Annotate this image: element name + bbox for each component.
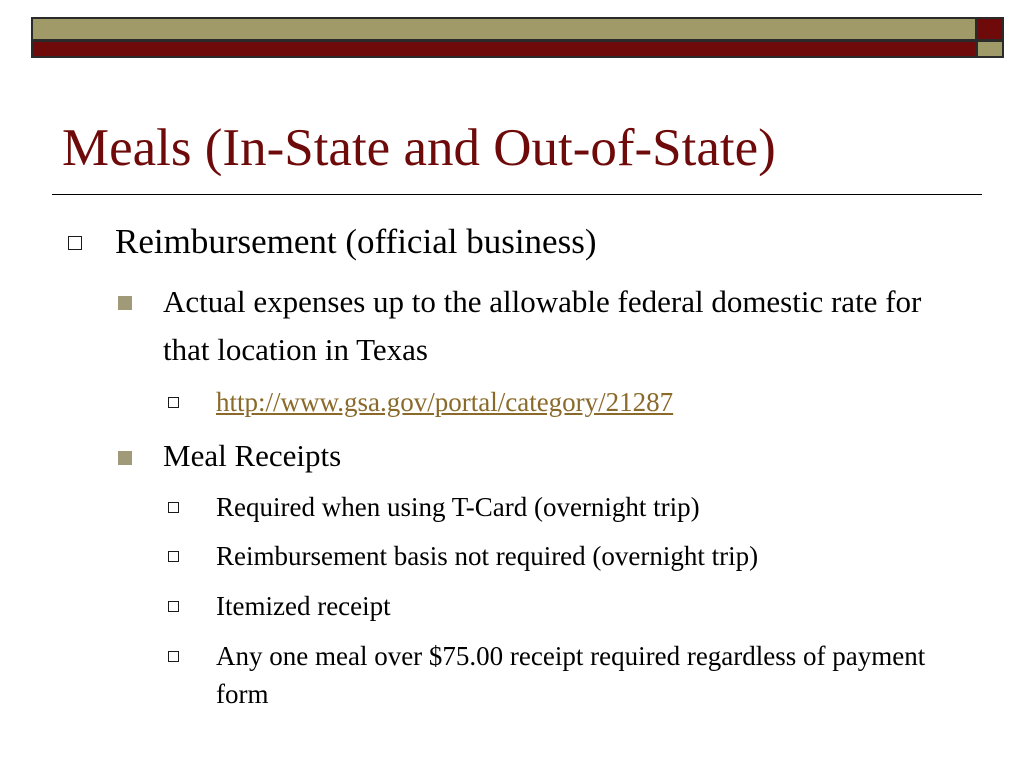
- title-divider: [52, 194, 982, 195]
- gsa-rates-link[interactable]: http://www.gsa.gov/portal/category/21287: [216, 387, 674, 417]
- receipt-item: Any one meal over $75.00 receipt required regardless of payment form: [216, 641, 926, 709]
- receipt-item: Required when using T-Card (overnight trip): [216, 492, 700, 522]
- receipt-item: Reimbursement basis not required (overnight trip): [216, 541, 759, 571]
- header-square-olive: [976, 40, 1004, 58]
- filled-square-bullet-icon: [118, 451, 132, 465]
- filled-square-bullet-icon: [118, 296, 132, 310]
- bullet-meal-receipts: Meal Receipts: [163, 438, 342, 473]
- bullet-reimbursement: Reimbursement (official business): [115, 222, 597, 261]
- receipt-item: Itemized receipt: [216, 591, 391, 621]
- header-square-maroon: [976, 17, 1004, 41]
- bullet-actual-expenses: Actual expenses up to the allowable federal domestic rate for that location in Texas: [163, 284, 922, 367]
- hollow-square-bullet-icon: [168, 502, 179, 513]
- hollow-square-bullet-icon: [168, 397, 179, 408]
- slide-title: Meals (In-State and Out-of-State): [62, 119, 776, 177]
- hollow-square-bullet-icon: [168, 551, 179, 562]
- header-bar-maroon: [31, 40, 977, 58]
- hollow-square-bullet-icon: [68, 236, 82, 250]
- header-bar-olive: [31, 17, 977, 41]
- hollow-square-bullet-icon: [168, 601, 179, 612]
- hollow-square-bullet-icon: [168, 651, 179, 662]
